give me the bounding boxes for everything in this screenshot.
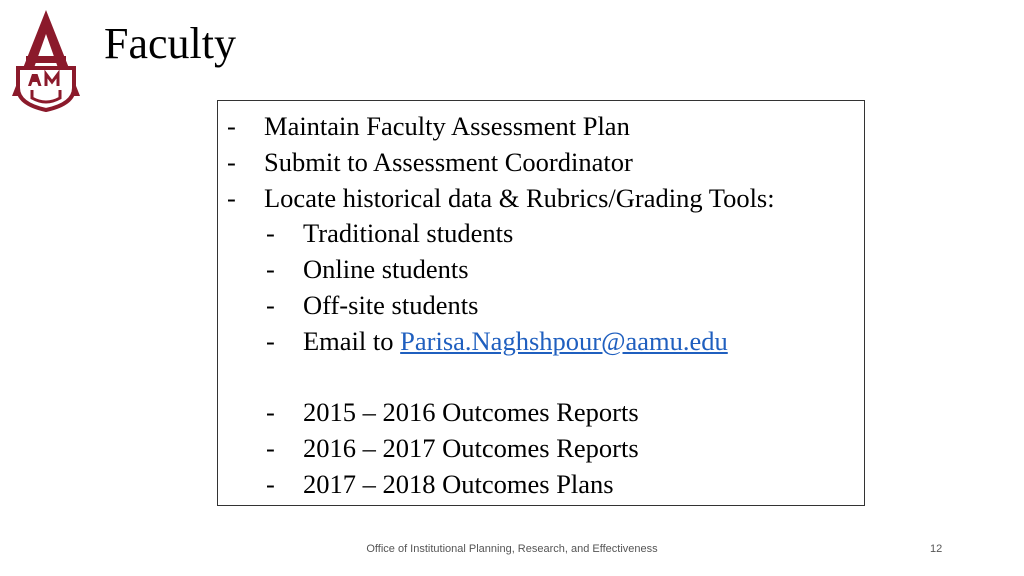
report-item-text: 2017 – 2018 Outcomes Plans	[303, 468, 614, 499]
bullet-dash: -	[266, 433, 275, 464]
bullet-list	[218, 109, 864, 503]
content-box	[217, 100, 865, 506]
report-item	[218, 431, 864, 467]
page-number: 12	[930, 543, 943, 555]
bullet-dash: -	[266, 325, 275, 356]
slide-title: Faculty	[104, 19, 236, 68]
bullet-dash: -	[266, 397, 275, 428]
report-item	[218, 395, 864, 431]
bullet-dash: -	[227, 111, 236, 141]
footer-text: Office of Institutional Planning, Research, and Effectiveness	[366, 543, 658, 555]
list-item-text: Submit to Assessment Coordinator	[264, 146, 633, 177]
bullet-dash: -	[227, 146, 236, 177]
list-item-text: Maintain Faculty Assessment Plan	[264, 111, 630, 141]
list-item	[218, 181, 864, 217]
email-line	[303, 324, 728, 360]
bullet-dash: -	[266, 218, 275, 249]
sub-list-item-text: Off-site students	[303, 289, 479, 320]
bullet-dash: -	[266, 468, 275, 499]
report-item	[218, 467, 864, 503]
sub-list-item-email	[218, 324, 864, 360]
email-prefix: Email to	[303, 325, 401, 356]
sub-list-item	[218, 216, 864, 252]
list-spacer	[218, 360, 864, 396]
aamu-logo-icon	[4, 4, 88, 112]
sub-list-item-text: Traditional students	[303, 218, 514, 249]
report-item-text: 2015 – 2016 Outcomes Reports	[303, 397, 639, 428]
sub-list-item	[218, 252, 864, 288]
email-link[interactable]: Parisa.Naghshpour@aamu.edu	[400, 325, 728, 356]
sub-list-item-text: Online students	[303, 254, 469, 285]
bullet-dash: -	[227, 182, 236, 213]
list-item	[218, 109, 864, 145]
list-item-text: Locate historical data & Rubrics/Grading Tools:	[264, 182, 775, 213]
list-item	[218, 145, 864, 181]
sub-list-item	[218, 288, 864, 324]
report-item-text: 2016 – 2017 Outcomes Reports	[303, 433, 639, 464]
bullet-dash: -	[266, 289, 275, 320]
bullet-dash: -	[266, 254, 275, 285]
